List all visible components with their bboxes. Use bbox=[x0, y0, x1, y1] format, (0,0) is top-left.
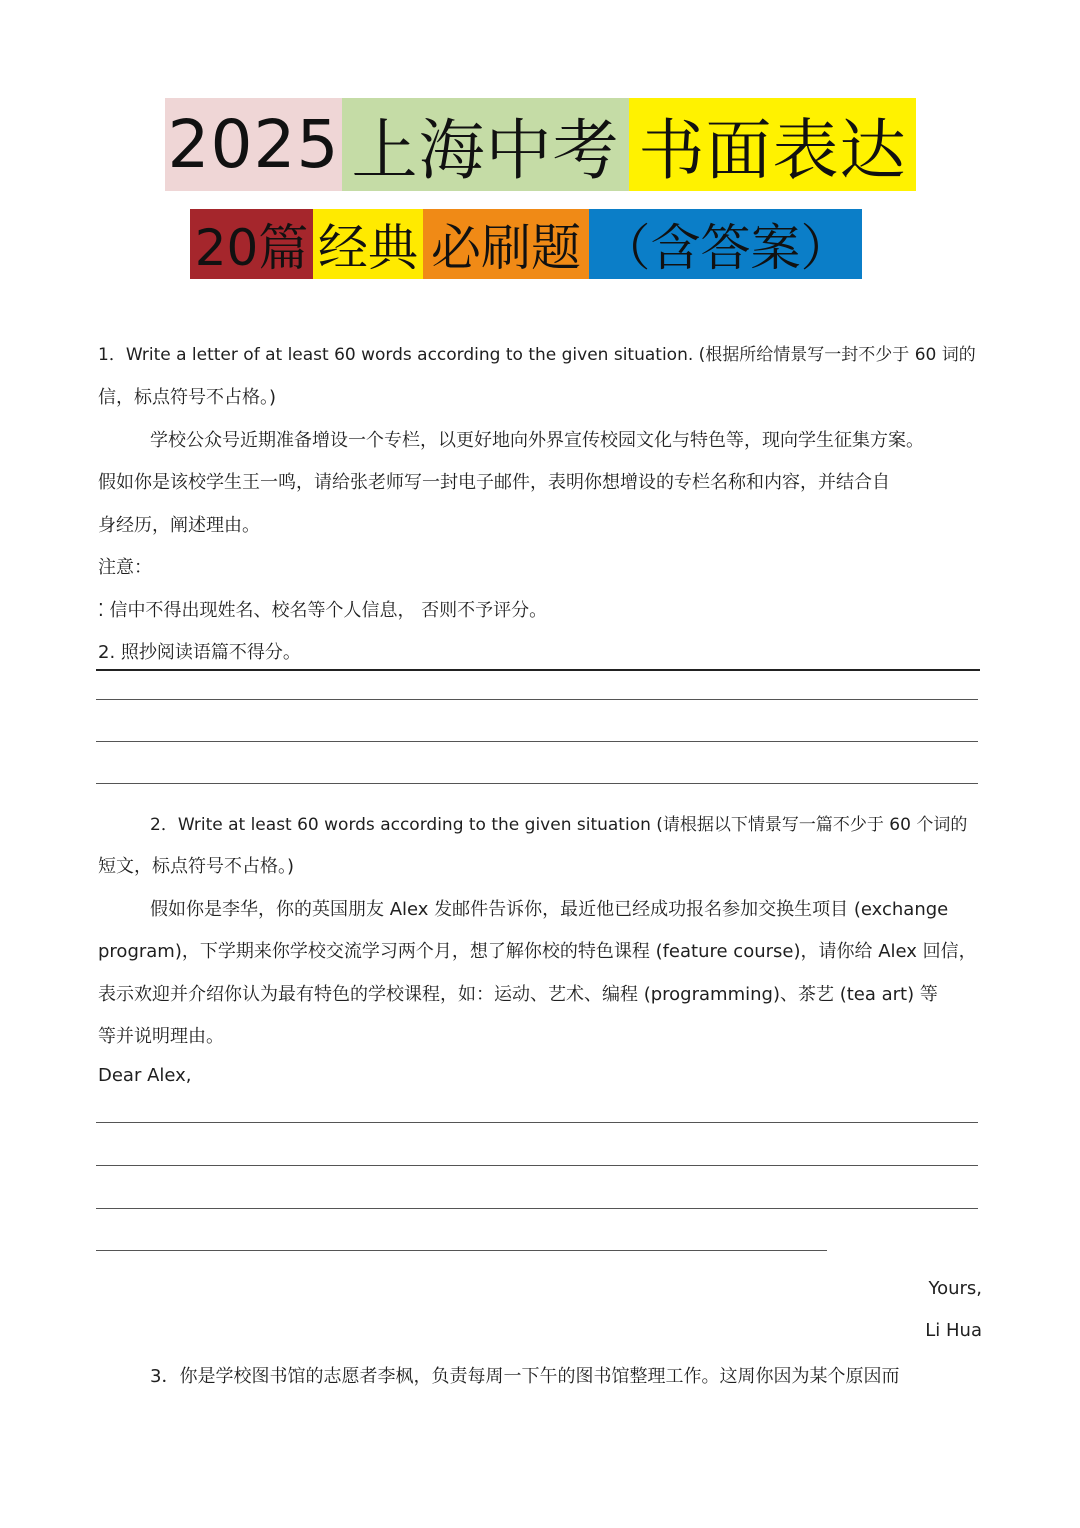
q1-prompt-line1: 1．Write a letter of at least 60 words according to the given situation. (根据所给情景写一封不少于 60 词的 bbox=[98, 345, 976, 365]
title-shanghai-exam: 上海中考 bbox=[342, 98, 629, 191]
q1-prompt-line2: 信，标点符号不占格。) bbox=[98, 387, 277, 408]
q1-body-line1: 学校公众号近期准备增设一个专栏，以更好地向外界宣传校园文化与特色等，现向学生征集方案。 bbox=[150, 430, 924, 451]
title-written-expression: 书面表达 bbox=[629, 98, 916, 191]
answer-line bbox=[96, 783, 978, 784]
q2-prompt-line1: 2．Write at least 60 words according to the given situation (请根据以下情景写一篇不少于 60 个词的 bbox=[150, 815, 968, 835]
q1-body-line3: 身经历，阐述理由。 bbox=[98, 515, 260, 536]
title-banner-line2 bbox=[190, 209, 862, 279]
q2-body-line2: program)，下学期来你学校交流学习两个月，想了解你校的特色课程 (feature course)，请你给 Alex 回信， bbox=[98, 941, 977, 962]
q1-body-line2: 假如你是该校学生王一鸣，请给张老师写一封电子邮件，表明你想增设的专栏名称和内容，并结合自 bbox=[98, 472, 890, 493]
q2-body-line3: 表示欢迎并介绍你认为最有特色的学校课程，如：运动、艺术、编程 (programming)、茶艺 (tea art) 等 bbox=[98, 984, 938, 1005]
answer-line bbox=[96, 669, 980, 671]
answer-line bbox=[96, 699, 978, 700]
answer-line bbox=[96, 1122, 978, 1123]
q1-note-label: 注意： bbox=[98, 557, 152, 578]
q2-signature: Li Hua bbox=[925, 1320, 982, 1341]
q1-note1: ⁚ 信中不得出现姓名、校名等个人信息， 否则不予评分。 bbox=[98, 600, 548, 621]
subtitle-count: 20篇 bbox=[190, 209, 313, 279]
q2-body-line4: 等并说明理由。 bbox=[98, 1026, 224, 1047]
q2-closing: Yours, bbox=[928, 1278, 982, 1299]
subtitle-with-answers: （含答案） bbox=[589, 209, 862, 279]
answer-line bbox=[96, 1165, 978, 1166]
subtitle-classic: 经典 bbox=[313, 209, 423, 279]
q2-body-line1: 假如你是李华，你的英国朋友 Alex 发邮件告诉你，最近他已经成功报名参加交换生项目 (exchange bbox=[150, 899, 949, 920]
title-year: 2025 bbox=[165, 98, 342, 191]
q2-greeting: Dear Alex, bbox=[98, 1065, 192, 1086]
subtitle-must-do: 必刷题 bbox=[423, 209, 589, 279]
answer-line bbox=[96, 741, 978, 742]
title-banner-line1 bbox=[165, 98, 916, 191]
q2-prompt-line2: 短文，标点符号不占格。) bbox=[98, 856, 295, 877]
q3-prompt-line1: 3．你是学校图书馆的志愿者李枫，负责每周一下午的图书馆整理工作。这周你因为某个原因而 bbox=[150, 1366, 900, 1387]
q1-note2: 2. 照抄阅读语篇不得分。 bbox=[98, 642, 301, 663]
answer-line bbox=[96, 1250, 827, 1251]
answer-line bbox=[96, 1208, 978, 1209]
